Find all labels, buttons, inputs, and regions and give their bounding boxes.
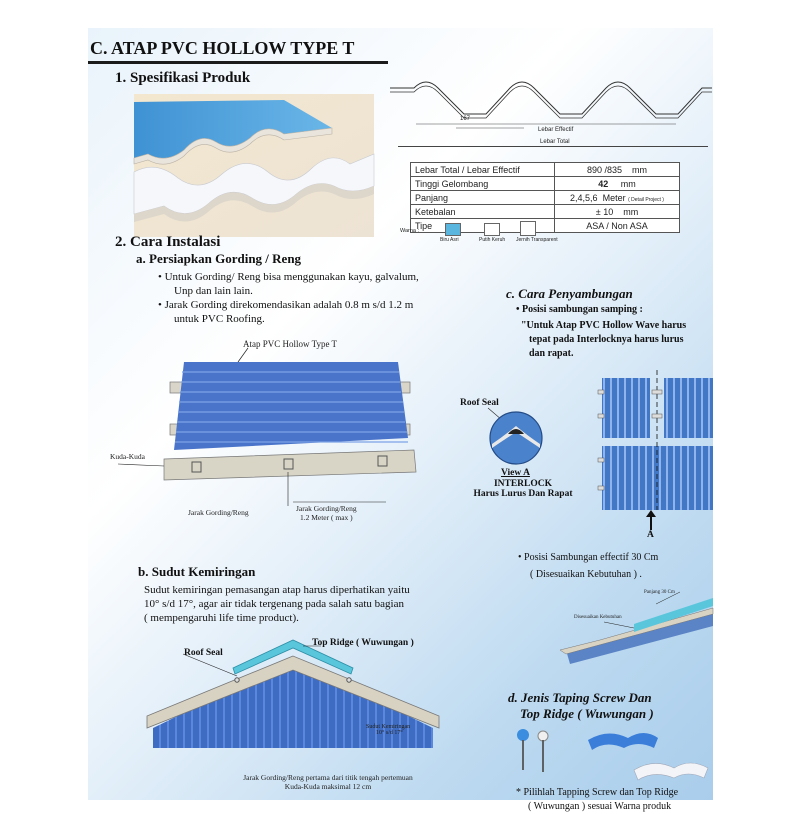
spec-value (555, 177, 680, 191)
bullet-c2-sub: ( Disesuaikan Kebutuhan ) . (530, 569, 642, 580)
bullet-list-a (158, 270, 503, 326)
jarak-max-line1: Jarak Gording/Reng (296, 504, 357, 513)
angle-label-1: Sudut Kemiringan (366, 724, 411, 730)
bullet-text-cont: Unp dan lain lain. (174, 285, 253, 297)
spec-value (555, 205, 680, 219)
subsection-d-heading (506, 690, 654, 722)
section1-heading: 1. Spesifikasi Produk (115, 70, 251, 86)
bullet-text: Untuk Gording/ Reng bisa menggunakan kayu, galvalum, (164, 271, 419, 283)
arrow-up-icon (644, 510, 658, 530)
color-name: Putih Keruh (479, 237, 506, 243)
interlock-label (458, 479, 588, 499)
arrow-a-label: A (647, 530, 654, 540)
bullet-text: Posisi sambungan samping : (522, 304, 643, 315)
title-underline (88, 61, 388, 64)
overlap-label-1: Panjang 30 Cm (644, 590, 675, 595)
product-photo (134, 94, 374, 237)
spec-unit: mm (620, 178, 636, 189)
note-line: * Pilihlah Tapping Screw dan Top Ridge (516, 787, 679, 798)
bullet-c2: • Posisi Sambungan effectif 30 Cm (518, 552, 659, 563)
spec-value (555, 163, 680, 177)
roof-seal-label-c: Roof Seal (460, 398, 499, 408)
profile-effective-width: Lebar Effectif (538, 127, 574, 133)
ridge-caption (208, 773, 448, 791)
spec-unit: Meter (602, 192, 626, 203)
profile-total-width: Lebar Total (540, 139, 570, 145)
ridge-caption-2: Kuda-Kuda maksimal 12 cm (284, 782, 372, 791)
spec-label: Ketebalan (411, 205, 555, 219)
quote-line: tepat pada Interlocknya harus lurus (529, 334, 684, 345)
color-swatch-white (484, 223, 500, 236)
profile-pitch: 167 (460, 116, 471, 122)
page-title: C. ATAP PVC HOLLOW TYPE T (90, 38, 355, 58)
spec-value: ASA / Non ASA (555, 219, 680, 233)
ridge-caption-1: Jarak Gording/Reng pertama dari titik tengah pertemuan (243, 773, 413, 782)
angle-label-2: 10° s/d 17° (376, 730, 403, 736)
spec-value-text: 890 /835 (586, 164, 623, 175)
bullet-c1: • Posisi sambungan samping : (516, 304, 643, 315)
subsection-c-heading: c. Cara Penyambungan (506, 286, 633, 301)
subsection-b-heading: b. Sudut Kemiringan (138, 564, 256, 579)
spec-note: ( Detail Project ) (628, 196, 664, 203)
colors-label: Warna : (400, 228, 420, 234)
spec-row (411, 205, 680, 219)
spec-value-text: 2,4,5,6 (570, 192, 598, 203)
text-line: ( mempengaruhi life time product). (144, 612, 299, 624)
bullet-item: • Jarak Gording direkomendasikan adalah 0.8 m s/d 1.2 m (158, 299, 414, 311)
interlock-line2: Harus Lurus Dan Rapat (473, 489, 573, 499)
spec-unit: mm (623, 206, 639, 217)
top-ridge-label: Top Ridge ( Wuwungan ) (312, 638, 414, 648)
section2-heading: 2. Cara Instalasi (115, 234, 221, 250)
spec-label: Tinggi Gelombang (411, 177, 555, 191)
sheet-label: Atap PVC Hollow Type T (243, 339, 338, 349)
spec-row (411, 163, 680, 177)
color-swatch-transparent (520, 221, 536, 236)
quote-c (521, 319, 721, 361)
text-b (144, 583, 524, 625)
roof-seal-label: Roof Seal (184, 648, 223, 658)
spec-value-text: ± 10 (595, 206, 614, 217)
bullet-text-cont: untuk PVC Roofing. (174, 313, 265, 325)
overlap-diagram (560, 588, 713, 668)
spec-label: Tipe (411, 219, 555, 233)
kuda-label: Kuda-Kuda (110, 452, 145, 461)
subsection-a-heading: a. Persiapkan Gording / Reng (136, 251, 302, 266)
angle-label (366, 724, 410, 736)
view-a-label: View A (501, 468, 530, 478)
total-width-line (398, 146, 708, 147)
gording-diagram (98, 346, 438, 521)
spec-row (411, 191, 680, 205)
subsection-d-line2: Top Ridge ( Wuwungan ) (520, 706, 654, 721)
bullet-text: Jarak Gording direkomendasikan adalah 0.8 m s/d 1.2 m (164, 299, 414, 311)
spec-label: Lebar Total / Lebar Effectif (411, 163, 555, 177)
interlock-line1: INTERLOCK (493, 479, 553, 489)
tapping-screw-icon (516, 728, 556, 778)
overlap-label-2: Disesuaikan Kebutuhan (574, 615, 622, 620)
color-name: Jernih Transparent (516, 237, 558, 243)
note-line: ( Wuwungan ) sesuai Warna produk (528, 801, 672, 812)
profile-drawing (386, 74, 716, 132)
subsection-d-line1: d. Jenis Taping Screw Dan (508, 690, 652, 705)
quote-line: "Untuk Atap PVC Hollow Wave harus (521, 320, 687, 331)
spec-value-text: 42 (598, 178, 609, 189)
color-name: Biru Asri (440, 237, 459, 243)
jarak-max-line2: 1.2 Meter ( max ) (299, 513, 353, 522)
bullet-text: Posisi Sambungan effectif 30 Cm (524, 552, 659, 563)
interlock-view (486, 406, 548, 466)
top-ridge-samples (584, 726, 712, 780)
bullet-item: • Untuk Gording/ Reng bisa menggunakan kayu, galvalum, (158, 271, 419, 283)
color-swatch-blue (445, 223, 461, 236)
text-line: Sudut kemiringan pemasangan atap harus diperhatikan yaitu (144, 584, 410, 596)
spec-row (411, 177, 680, 191)
jarak-max-label (296, 504, 357, 522)
brochure-page (88, 28, 713, 812)
quote-line: dan rapat. (529, 348, 574, 359)
jarak-label: Jarak Gording/Reng (188, 508, 249, 517)
spec-unit: mm (632, 164, 648, 175)
joint-panels (596, 368, 713, 513)
spec-label: Panjang (411, 191, 555, 205)
text-line: 10° s/d 17°, agar air tidak tergenang pada salah satu bagian (144, 598, 404, 610)
note-d (516, 786, 716, 814)
spec-value (555, 191, 680, 205)
